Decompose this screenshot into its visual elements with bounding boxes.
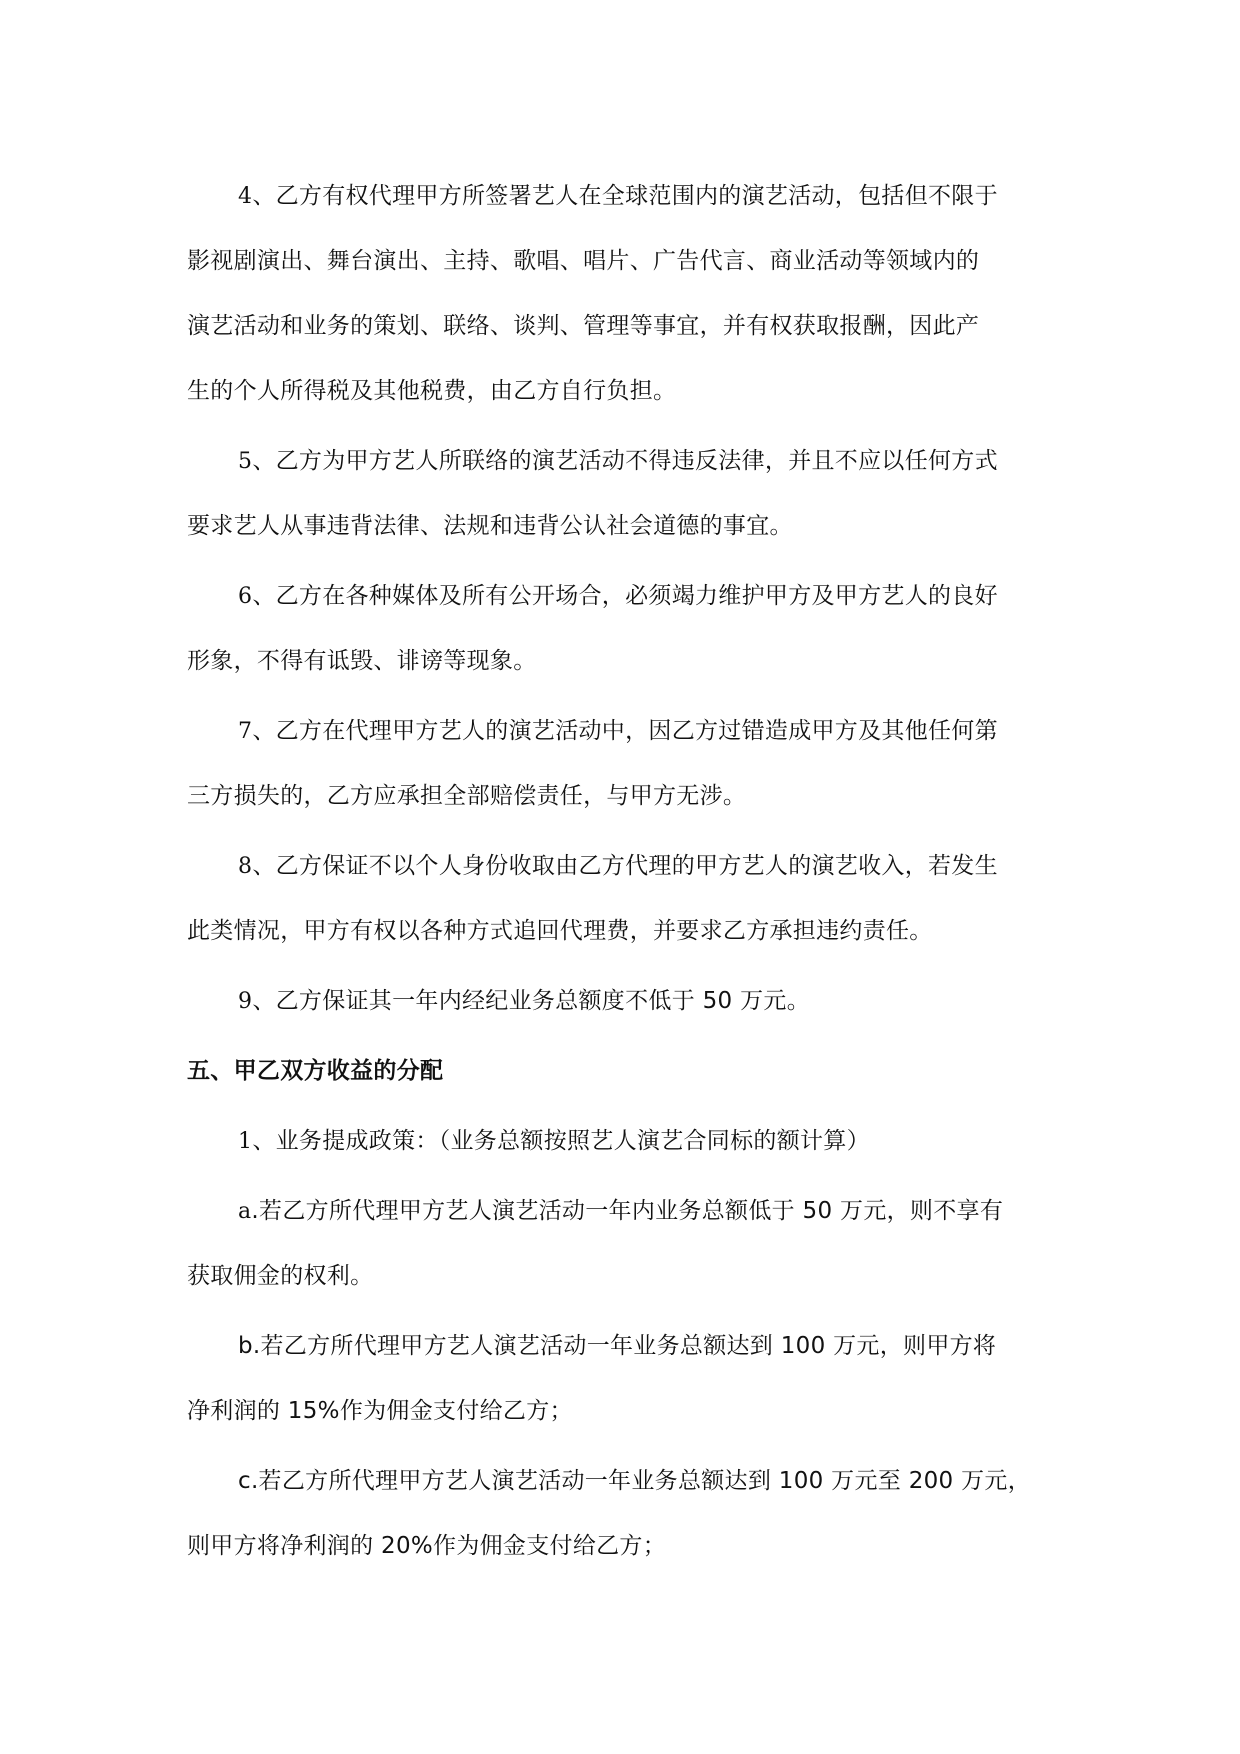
clause-5-line-2: 要求艺人从事违背法律、法规和违背公认社会道德的事宜。 — [187, 513, 793, 539]
clause-text: 、乙方在各种媒体及所有公开场合，必须竭力维护甲方及甲方艺人的良好 — [252, 583, 998, 609]
item-c-line-1: c.若乙方所代理甲方艺人演艺活动一年业务总额达到 100 万元至 200 万元， — [238, 1468, 1031, 1494]
clause-text: 、乙方在代理甲方艺人的演艺活动中，因乙方过错造成甲方及其他任何第 — [252, 718, 998, 744]
clause-number: 7 — [238, 719, 253, 744]
item-b-line-1: b.若乙方所代理甲方艺人演艺活动一年业务总额达到 100 万元，则甲方将 — [238, 1333, 997, 1359]
clause-text: 、乙方为甲方艺人所联络的演艺活动不得违反法律，并且不应以任何方式 — [252, 448, 998, 474]
item-b-line-2: 净利润的 15%作为佣金支付给乙方； — [187, 1398, 573, 1424]
clause-4-line-3: 演艺活动和业务的策划、联络、谈判、管理等事宜，并有权获取报酬，因此产 — [187, 313, 980, 339]
clause-text: 、乙方有权代理甲方所签署艺人在全球范围内的演艺活动，包括但不限于 — [252, 183, 998, 209]
clause-4-line-2: 影视剧演出、舞台演出、主持、歌唱、唱片、广告代言、商业活动等领域内的 — [187, 248, 980, 274]
item-letter: a — [238, 1199, 252, 1224]
clause-number: 4 — [238, 184, 253, 209]
clause-number: 6 — [238, 584, 253, 609]
clause-4-line-4: 生的个人所得税及其他税费，由乙方自行负担。 — [187, 378, 677, 404]
clause-number: 1 — [238, 1129, 253, 1154]
clause-text: 、业务提成政策：（业务总额按照艺人演艺合同标的额计算） — [252, 1128, 870, 1154]
clause-number: 5 — [238, 449, 253, 474]
clause-9-line-1 — [238, 985, 810, 1018]
clause-text: 、乙方保证其一年内经纪业务总额度不低于 50 万元。 — [252, 988, 811, 1014]
clause-6-line-2: 形象，不得有诋毁、诽谤等现象。 — [187, 648, 537, 674]
clause-number: 8 — [238, 854, 253, 879]
clause-6-line-1 — [238, 580, 998, 613]
clause-number: 9 — [238, 989, 253, 1014]
clause-8-line-1 — [238, 850, 998, 883]
clause-8-line-2: 此类情况，甲方有权以各种方式追回代理费，并要求乙方承担违约责任。 — [187, 918, 933, 944]
clause-5-line-1 — [238, 445, 998, 478]
clause-text: 、乙方保证不以个人身份收取由乙方代理的甲方艺人的演艺收入，若发生 — [252, 853, 998, 879]
clause-7-line-2: 三方损失的，乙方应承担全部赔偿责任，与甲方无涉。 — [187, 783, 747, 809]
commission-clause-1 — [238, 1125, 870, 1158]
item-text: .若乙方所代理甲方艺人演艺活动一年内业务总额低于 50 万元，则不享有 — [251, 1198, 1004, 1224]
clause-7-line-1 — [238, 715, 998, 748]
clause-4-line-1 — [238, 180, 998, 213]
item-c-line-2: 则甲方将净利润的 20%作为佣金支付给乙方； — [187, 1533, 667, 1559]
section-heading: 五、甲乙双方收益的分配 — [187, 1058, 444, 1084]
item-a-line-1 — [238, 1195, 1003, 1228]
item-a-line-2: 获取佣金的权利。 — [187, 1263, 374, 1289]
